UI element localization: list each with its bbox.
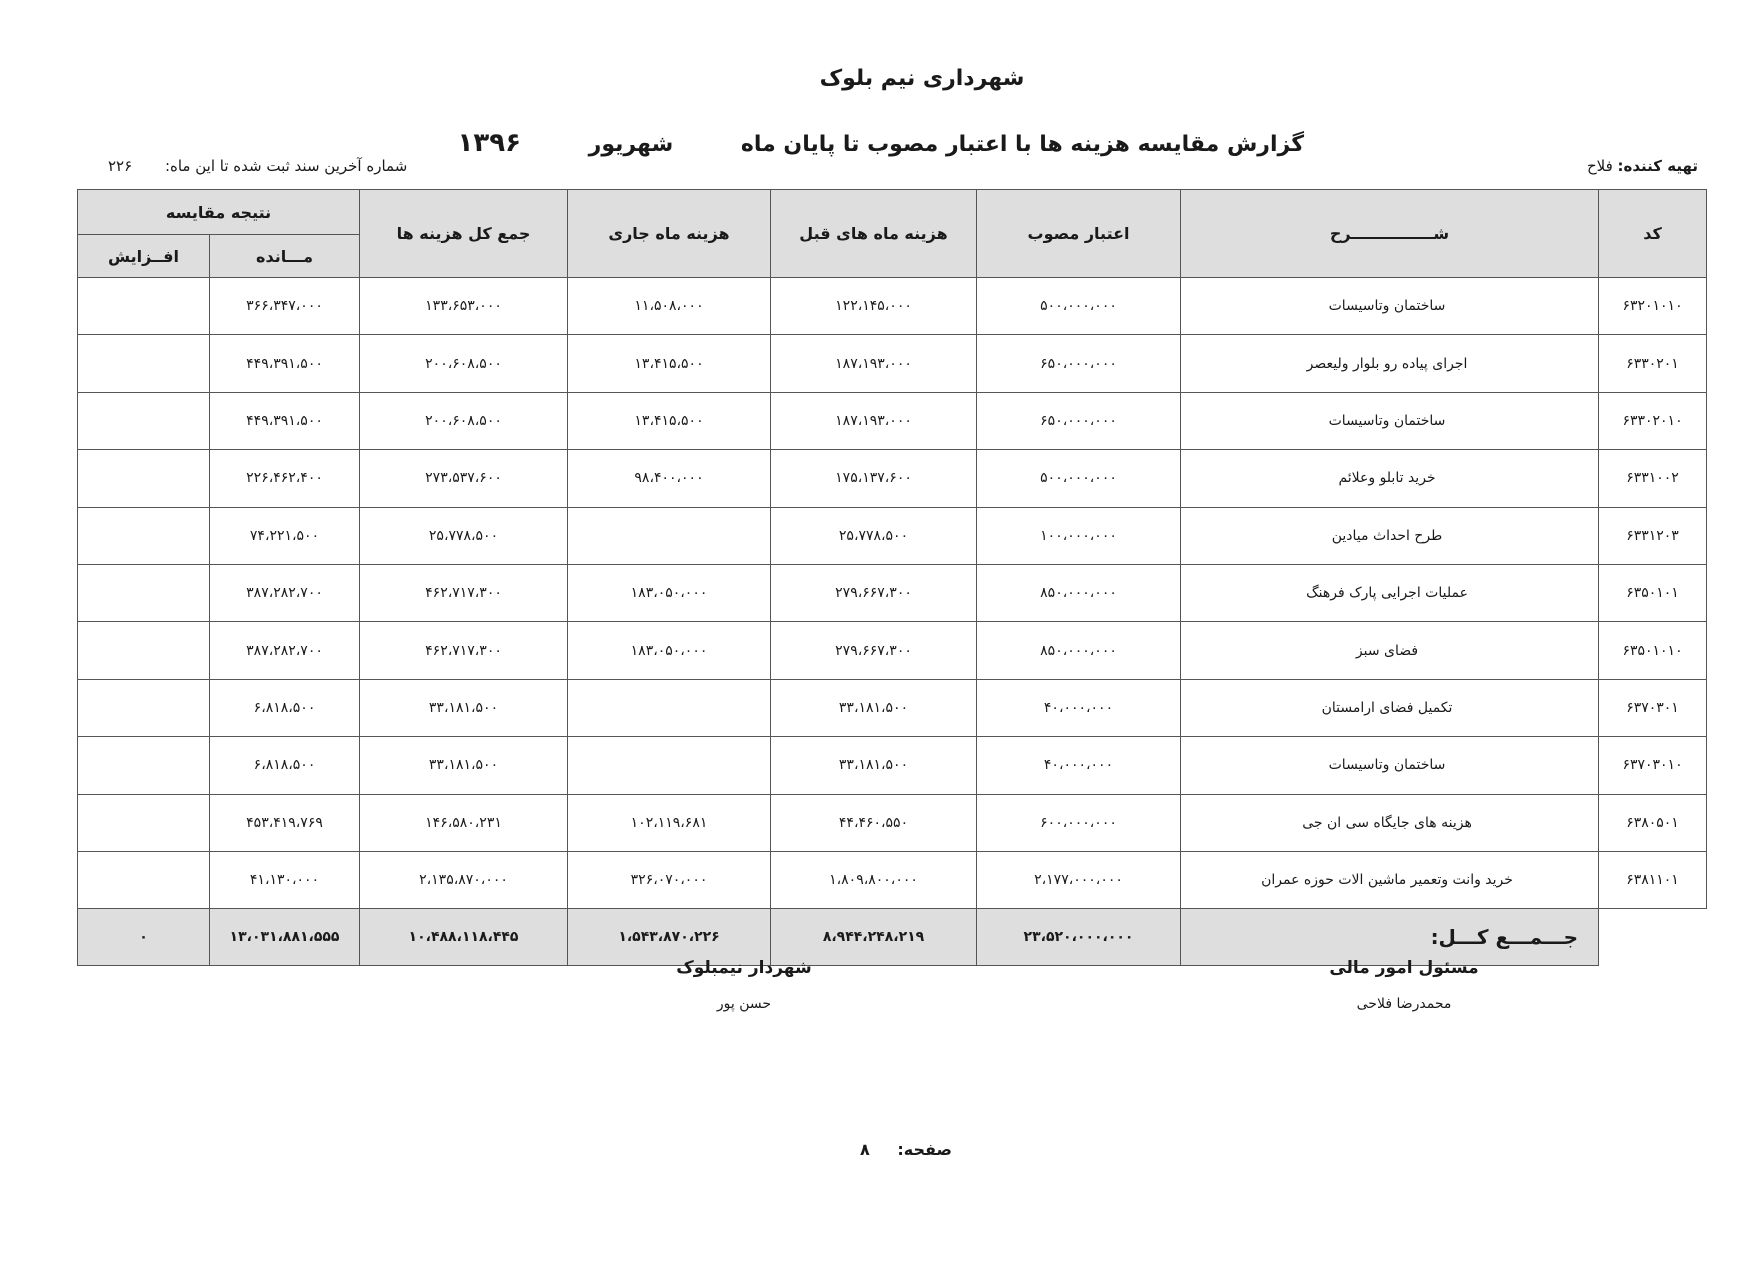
cell-current: ۱۳،۴۱۵،۵۰۰ bbox=[568, 392, 771, 449]
header-approved: اعتبار مصوب bbox=[977, 190, 1181, 278]
cell-description: خرید وانت وتعمیر ماشین الات حوزه عمران bbox=[1181, 851, 1599, 908]
cell-remaining: ۳۸۷،۲۸۲،۷۰۰ bbox=[210, 622, 360, 679]
cell-code: ۶۳۳۰۲۰۱ bbox=[1599, 335, 1707, 392]
cell-code: ۶۳۳۰۲۰۱۰ bbox=[1599, 392, 1707, 449]
cell-increase bbox=[78, 737, 210, 794]
cell-current: ۱۸۳،۰۵۰،۰۰۰ bbox=[568, 564, 771, 621]
cell-approved: ۲،۱۷۷،۰۰۰،۰۰۰ bbox=[977, 851, 1181, 908]
cell-current: ۱۸۳،۰۵۰،۰۰۰ bbox=[568, 622, 771, 679]
header-code: کد bbox=[1599, 190, 1707, 278]
cell-code: ۶۳۵۰۱۰۱۰ bbox=[1599, 622, 1707, 679]
cell-current: ۱۰۲،۱۱۹،۶۸۱ bbox=[568, 794, 771, 851]
table-row bbox=[78, 392, 1707, 449]
table-row bbox=[78, 794, 1707, 851]
cell-description: عملیات اجرایی پارک فرهنگ bbox=[1181, 564, 1599, 621]
cell-total: ۱۳۳،۶۵۳،۰۰۰ bbox=[360, 278, 568, 335]
cell-approved: ۶۵۰،۰۰۰،۰۰۰ bbox=[977, 335, 1181, 392]
cell-current bbox=[568, 737, 771, 794]
cell-prev: ۱۸۷،۱۹۳،۰۰۰ bbox=[771, 392, 977, 449]
finance-name: محمدرضا فلاحی bbox=[1356, 996, 1452, 1012]
cell-remaining: ۴۴۹،۳۹۱،۵۰۰ bbox=[210, 392, 360, 449]
cell-code: ۶۳۸۰۵۰۱ bbox=[1599, 794, 1707, 851]
page-number-value: ۸ bbox=[860, 1140, 870, 1159]
cell-code: ۶۳۷۰۳۰۱۰ bbox=[1599, 737, 1707, 794]
header-description: شـــــــــــــــرح bbox=[1181, 190, 1599, 278]
table-row bbox=[78, 622, 1707, 679]
cell-approved: ۸۵۰،۰۰۰،۰۰۰ bbox=[977, 564, 1181, 621]
header-prev-months: هزینه ماه های قبل bbox=[771, 190, 977, 278]
total-increase: ۰ bbox=[78, 909, 210, 966]
total-approved: ۲۳،۵۲۰،۰۰۰،۰۰۰ bbox=[977, 909, 1181, 966]
report-title: گزارش مقایسه هزینه ها با اعتبار مصوب تا پایان ماه bbox=[740, 132, 1304, 157]
cell-description: طرح احداث میادین bbox=[1181, 507, 1599, 564]
cell-approved: ۵۰۰،۰۰۰،۰۰۰ bbox=[977, 278, 1181, 335]
total-label: جـــمـــع کـــل: bbox=[1181, 909, 1599, 966]
cell-remaining: ۴۴۹،۳۹۱،۵۰۰ bbox=[210, 335, 360, 392]
cell-prev: ۱،۸۰۹،۸۰۰،۰۰۰ bbox=[771, 851, 977, 908]
cell-current bbox=[568, 679, 771, 736]
prepared-by-label: تهیه کننده: bbox=[1617, 157, 1698, 175]
cell-total: ۳۳،۱۸۱،۵۰۰ bbox=[360, 737, 568, 794]
total-remaining: ۱۳،۰۳۱،۸۸۱،۵۵۵ bbox=[210, 909, 360, 966]
mayor-signature bbox=[624, 958, 864, 1012]
cell-total: ۳۳،۱۸۱،۵۰۰ bbox=[360, 679, 568, 736]
cell-increase bbox=[78, 851, 210, 908]
total-prev: ۸،۹۴۴،۲۴۸،۲۱۹ bbox=[771, 909, 977, 966]
cell-increase bbox=[78, 679, 210, 736]
cell-approved: ۴۰،۰۰۰،۰۰۰ bbox=[977, 737, 1181, 794]
cell-prev: ۱۷۵،۱۳۷،۶۰۰ bbox=[771, 450, 977, 507]
report-year: ۱۳۹۶ bbox=[457, 128, 521, 158]
cell-current bbox=[568, 507, 771, 564]
cell-increase bbox=[78, 450, 210, 507]
cell-code: ۶۳۳۱۰۰۲ bbox=[1599, 450, 1707, 507]
cell-description: تکمیل فضای ارامستان bbox=[1181, 679, 1599, 736]
table-row bbox=[78, 679, 1707, 736]
cell-description: ساختمان وتاسیسات bbox=[1181, 278, 1599, 335]
table-row bbox=[78, 278, 1707, 335]
page-number bbox=[860, 1140, 952, 1159]
total-current: ۱،۵۴۳،۸۷۰،۲۲۶ bbox=[568, 909, 771, 966]
total-expenses: ۱۰،۴۸۸،۱۱۸،۴۴۵ bbox=[360, 909, 568, 966]
total-blank-cell bbox=[1599, 909, 1707, 966]
header-increase: افــزایش bbox=[78, 235, 210, 278]
report-month: شهریور bbox=[588, 132, 674, 157]
cell-total: ۲۵،۷۷۸،۵۰۰ bbox=[360, 507, 568, 564]
cell-total: ۲۷۳،۵۳۷،۶۰۰ bbox=[360, 450, 568, 507]
cell-increase bbox=[78, 507, 210, 564]
table-row bbox=[78, 450, 1707, 507]
table-row bbox=[78, 564, 1707, 621]
finance-title: مسئول امور مالی bbox=[1329, 958, 1479, 978]
cell-code: ۶۳۸۱۱۰۱ bbox=[1599, 851, 1707, 908]
table-row bbox=[78, 851, 1707, 908]
cell-increase bbox=[78, 278, 210, 335]
table-row bbox=[78, 507, 1707, 564]
table-row bbox=[78, 335, 1707, 392]
cell-remaining: ۳۶۶،۳۴۷،۰۰۰ bbox=[210, 278, 360, 335]
table-row bbox=[78, 737, 1707, 794]
cell-remaining: ۲۲۶،۴۶۲،۴۰۰ bbox=[210, 450, 360, 507]
cell-current: ۱۱،۵۰۸،۰۰۰ bbox=[568, 278, 771, 335]
cell-total: ۴۶۲،۷۱۷،۳۰۰ bbox=[360, 564, 568, 621]
cell-approved: ۶۵۰،۰۰۰،۰۰۰ bbox=[977, 392, 1181, 449]
cell-code: ۶۳۲۰۱۰۱۰ bbox=[1599, 278, 1707, 335]
cell-remaining: ۴۱،۱۳۰،۰۰۰ bbox=[210, 851, 360, 908]
finance-signature bbox=[1304, 958, 1504, 1012]
cell-remaining: ۷۴،۲۲۱،۵۰۰ bbox=[210, 507, 360, 564]
cell-description: هزینه های جایگاه سی ان جی bbox=[1181, 794, 1599, 851]
header-comparison: نتیجه مقایسه bbox=[78, 190, 360, 235]
cell-current: ۱۳،۴۱۵،۵۰۰ bbox=[568, 335, 771, 392]
cell-remaining: ۴۵۳،۴۱۹،۷۶۹ bbox=[210, 794, 360, 851]
cell-code: ۶۳۳۱۲۰۳ bbox=[1599, 507, 1707, 564]
cell-prev: ۳۳،۱۸۱،۵۰۰ bbox=[771, 679, 977, 736]
cell-increase bbox=[78, 794, 210, 851]
cell-prev: ۴۴،۴۶۰،۵۵۰ bbox=[771, 794, 977, 851]
cell-increase bbox=[78, 622, 210, 679]
mayor-name: حسن پور bbox=[716, 996, 772, 1012]
cell-remaining: ۶،۸۱۸،۵۰۰ bbox=[210, 737, 360, 794]
cell-total: ۴۶۲،۷۱۷،۳۰۰ bbox=[360, 622, 568, 679]
header-total-expenses: جمع کل هزینه ها bbox=[360, 190, 568, 278]
cell-prev: ۲۷۹،۶۶۷،۳۰۰ bbox=[771, 622, 977, 679]
cell-prev: ۱۸۷،۱۹۳،۰۰۰ bbox=[771, 335, 977, 392]
cell-prev: ۱۲۲،۱۴۵،۰۰۰ bbox=[771, 278, 977, 335]
prepared-by bbox=[1587, 157, 1698, 175]
cell-approved: ۶۰۰،۰۰۰،۰۰۰ bbox=[977, 794, 1181, 851]
cell-increase bbox=[78, 335, 210, 392]
cell-remaining: ۶،۸۱۸،۵۰۰ bbox=[210, 679, 360, 736]
cell-description: اجرای پیاده رو بلوار ولیعصر bbox=[1181, 335, 1599, 392]
cell-description: ساختمان وتاسیسات bbox=[1181, 392, 1599, 449]
cell-increase bbox=[78, 564, 210, 621]
prepared-by-name: فلاح bbox=[1586, 157, 1613, 175]
cell-current: ۹۸،۴۰۰،۰۰۰ bbox=[568, 450, 771, 507]
cell-description: خرید تابلو وعلائم bbox=[1181, 450, 1599, 507]
cell-remaining: ۳۸۷،۲۸۲،۷۰۰ bbox=[210, 564, 360, 621]
cell-approved: ۴۰،۰۰۰،۰۰۰ bbox=[977, 679, 1181, 736]
cell-code: ۶۳۵۰۱۰۱ bbox=[1599, 564, 1707, 621]
cell-description: فضای سبز bbox=[1181, 622, 1599, 679]
cell-increase bbox=[78, 392, 210, 449]
expense-comparison-table bbox=[77, 189, 1707, 966]
page-label: صفحه: bbox=[897, 1140, 952, 1159]
cell-prev: ۲۷۹،۶۶۷،۳۰۰ bbox=[771, 564, 977, 621]
cell-approved: ۸۵۰،۰۰۰،۰۰۰ bbox=[977, 622, 1181, 679]
cell-prev: ۲۵،۷۷۸،۵۰۰ bbox=[771, 507, 977, 564]
cell-prev: ۳۳،۱۸۱،۵۰۰ bbox=[771, 737, 977, 794]
cell-total: ۲،۱۳۵،۸۷۰،۰۰۰ bbox=[360, 851, 568, 908]
cell-code: ۶۳۷۰۳۰۱ bbox=[1599, 679, 1707, 736]
cell-total: ۱۴۶،۵۸۰،۲۳۱ bbox=[360, 794, 568, 851]
cell-total: ۲۰۰،۶۰۸،۵۰۰ bbox=[360, 335, 568, 392]
org-title: شهرداری نیم بلوک bbox=[819, 66, 1025, 91]
cell-approved: ۱۰۰،۰۰۰،۰۰۰ bbox=[977, 507, 1181, 564]
cell-approved: ۵۰۰،۰۰۰،۰۰۰ bbox=[977, 450, 1181, 507]
cell-description: ساختمان وتاسیسات bbox=[1181, 737, 1599, 794]
cell-total: ۲۰۰،۶۰۸،۵۰۰ bbox=[360, 392, 568, 449]
header-remaining: مـــانده bbox=[210, 235, 360, 278]
header-current-month: هزینه ماه جاری bbox=[568, 190, 771, 278]
last-doc-value: ۲۲۶ bbox=[108, 157, 133, 175]
last-doc-number bbox=[108, 157, 407, 175]
last-doc-label: شماره آخرین سند ثبت شده تا این ماه: bbox=[164, 157, 408, 175]
report-title-line bbox=[458, 128, 1305, 158]
cell-current: ۳۲۶،۰۷۰،۰۰۰ bbox=[568, 851, 771, 908]
table-header-row bbox=[78, 190, 1707, 235]
mayor-title: شهردار نیمبلوک bbox=[676, 958, 812, 978]
